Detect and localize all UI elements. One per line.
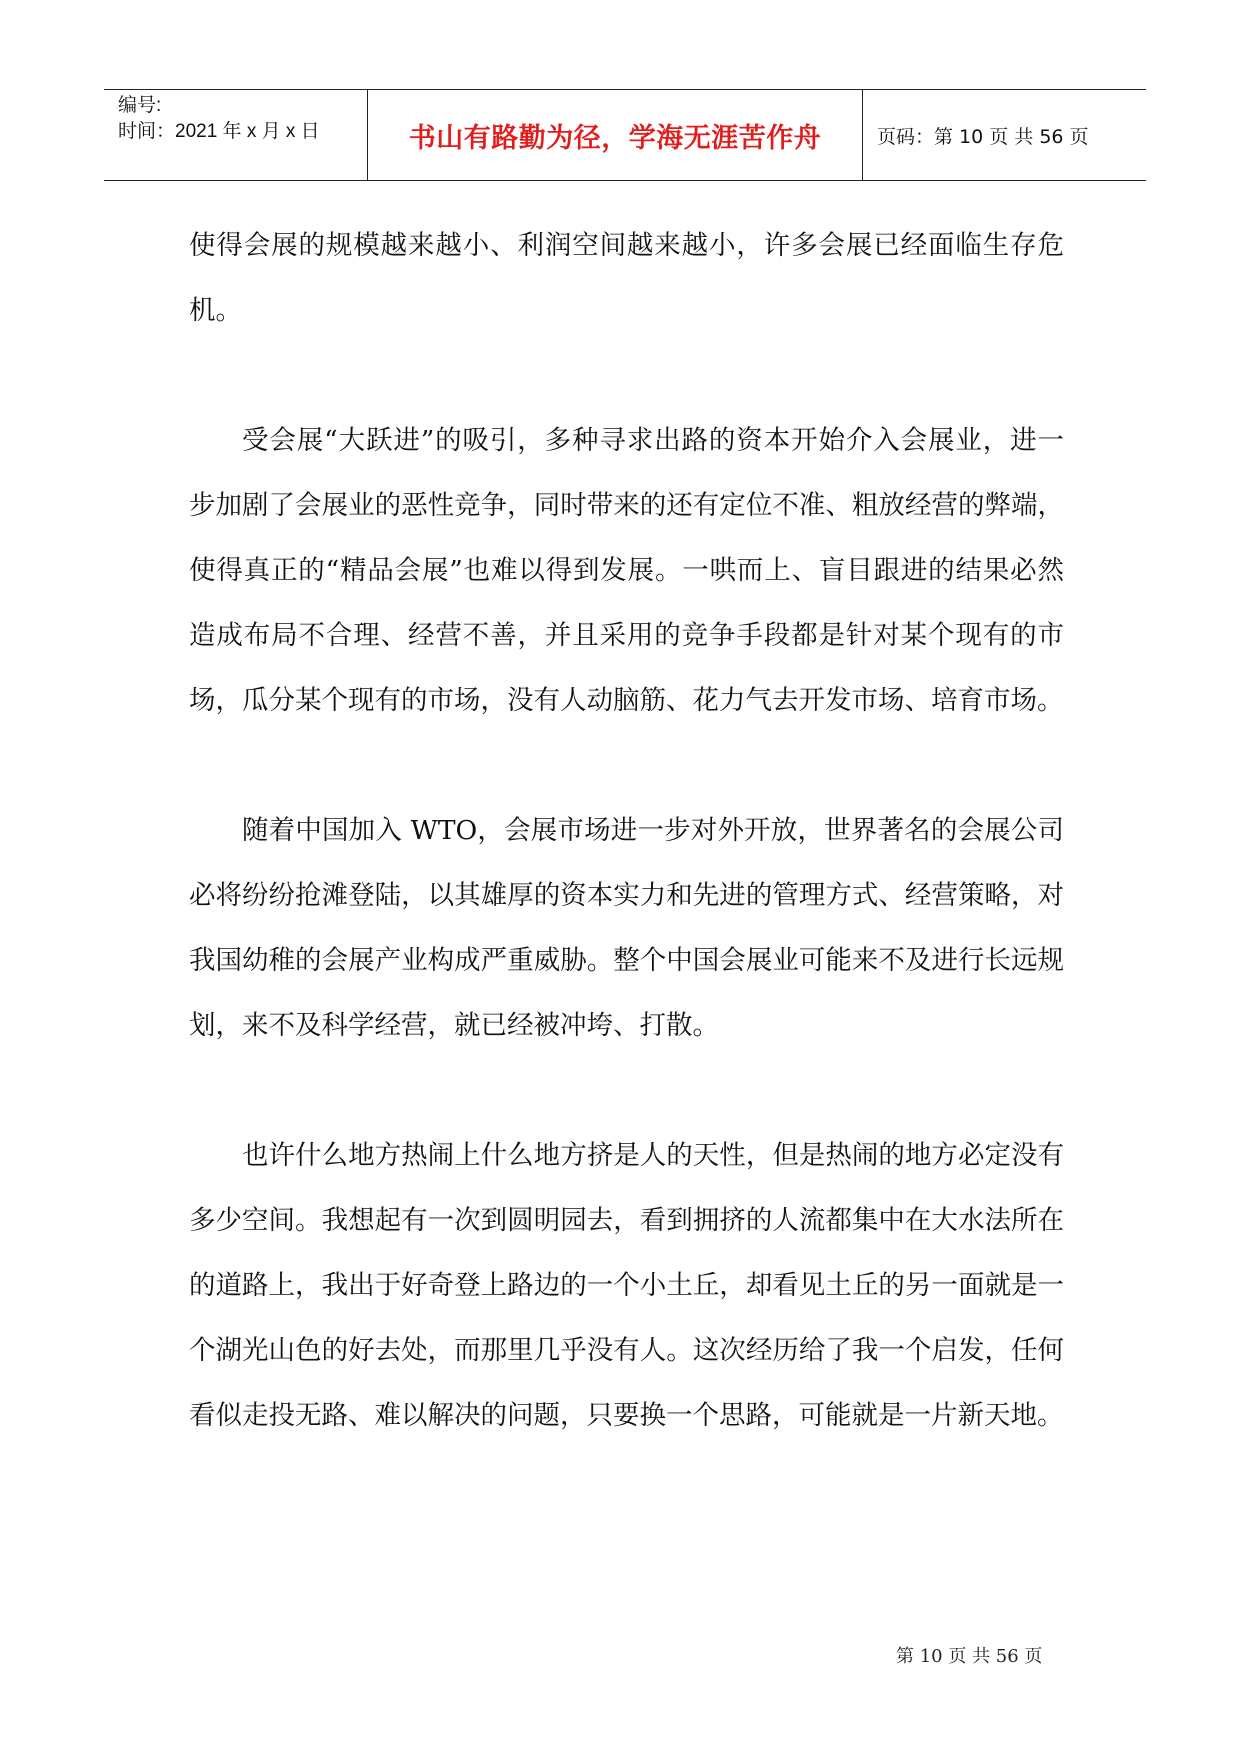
page-header [104, 89, 1146, 181]
paragraph-4: 也许什么地方热闹上什么地方挤是人的天性，但是热闹的地方必定没有多少空间。我想起有一次到圆明园去，看到拥挤的人流都集中在大水法所在的道路上，我出于好奇登上路边的一个小土丘，却看见土丘的另一面就是一个湖光山色的好去处，而那里几乎没有人。这次经历给了我一个启发，任何看似走投无路、难以解决的问题，只要换一个思路，可能就是一片新天地。 [189, 1140, 1064, 1431]
serial-number-label: 编号: [118, 95, 162, 116]
paragraph-1: 使得会展的规模越来越小、利润空间越来越小，许多会展已经面临生存危机。 [189, 230, 1064, 326]
page-footer: 第 10 页 共 56 页 [896, 1646, 1043, 1667]
header-motto: 书山有路勤为径，学海无涯苦作舟 [368, 90, 863, 180]
header-page-info: 页码：第 10 页 共 56 页 [877, 125, 1089, 148]
document-body [189, 213, 1064, 1448]
paragraph-2: 受会展“大跃进”的吸引，多种寻求出路的资本开始介入会展业，进一步加剧了会展业的恶性竞争，同时带来的还有定位不准、粗放经营的弊端，使得真正的“精品会展”也难以得到发展。一哄而上、盲目跟进的结果必然造成布局不合理、经营不善，并且采用的竞争手段都是针对某个现有的市场，瓜分某个现有的市场，没有人动脑筋、花力气去开发市场、培育市场。 [189, 425, 1064, 716]
date-label: 时间：2021 年 x 月 x 日 [118, 121, 320, 142]
paragraph-3: 随着中国加入 WTO，会展市场进一步对外开放，世界著名的会展公司必将纷纷抢滩登陆，以其雄厚的资本实力和先进的管理方式、经营策略，对我国幼稚的会展产业构成严重威胁。整个中国会展业可能来不及进行长远规划，来不及科学经营，就已经被冲垮、打散。 [189, 815, 1064, 1041]
header-meta [104, 90, 368, 180]
